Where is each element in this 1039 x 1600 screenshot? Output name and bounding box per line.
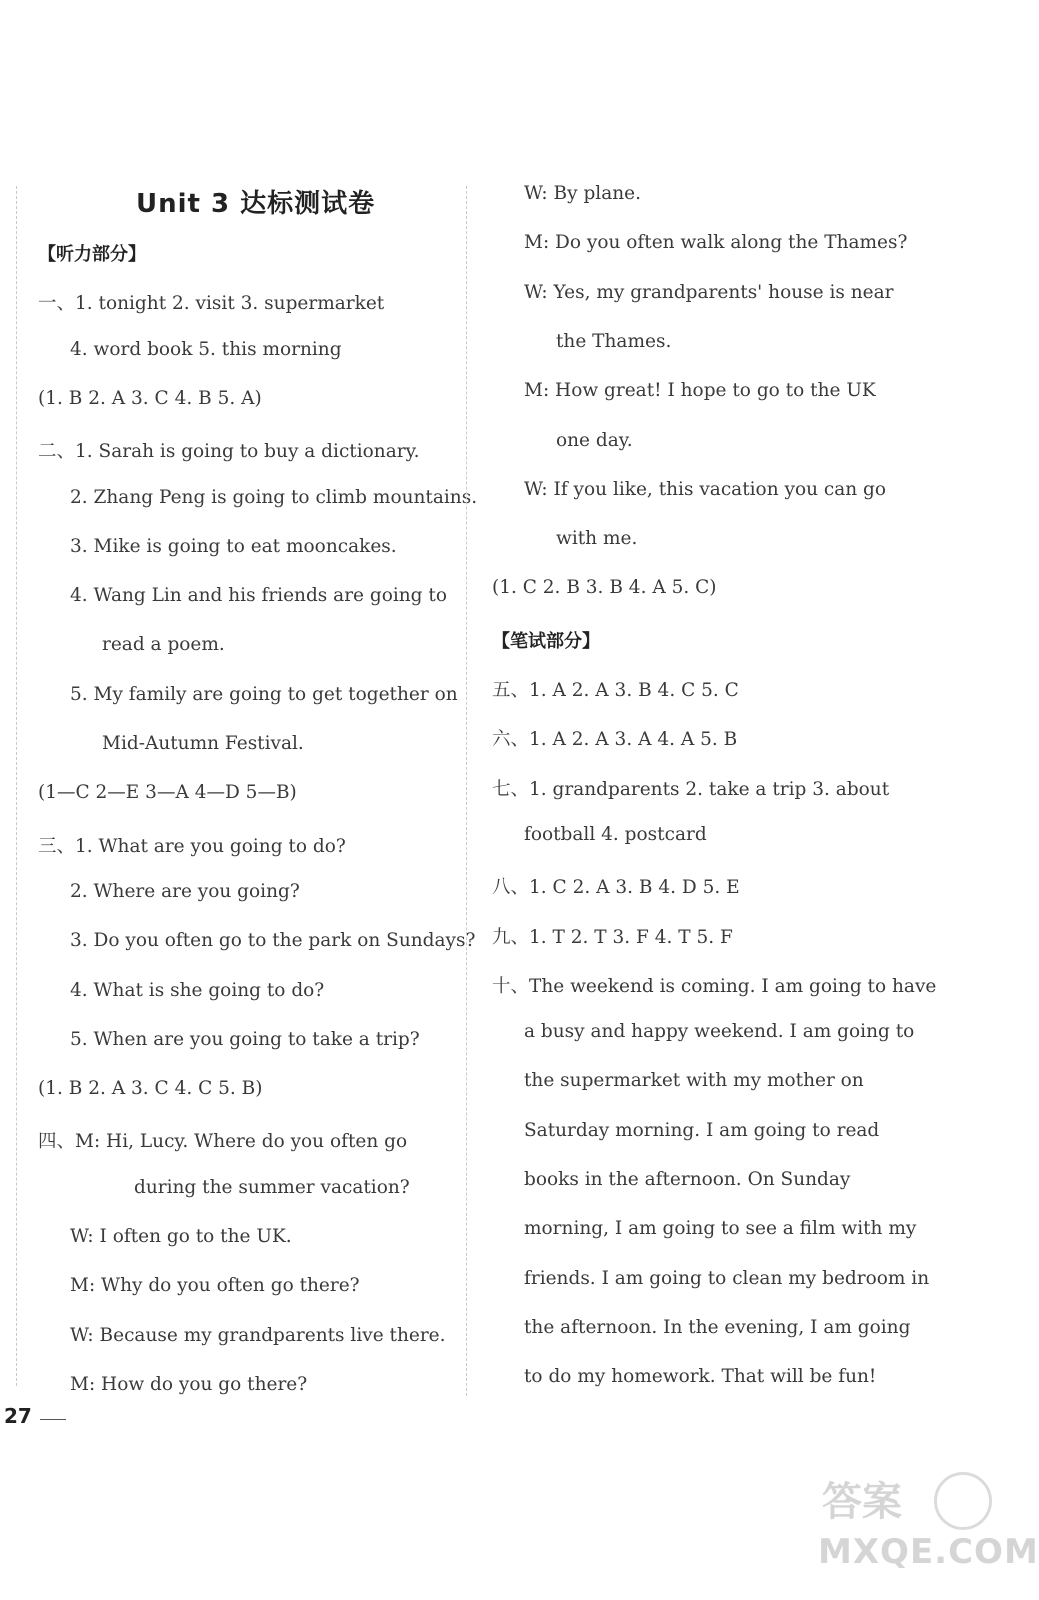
answer-line: (1. B 2. A 3. C 4. C 5. B) xyxy=(38,1078,263,1100)
answer-line: 3. Do you often go to the park on Sundays? xyxy=(70,930,476,952)
answer-line: 四、M: Hi, Lucy. Where do you often go xyxy=(38,1131,408,1153)
answer-line: to do my homework. That will be fun! xyxy=(524,1366,877,1388)
answer-line: (1. B 2. A 3. C 4. B 5. A) xyxy=(38,387,262,409)
answer-line: M: Why do you often go there? xyxy=(70,1275,360,1297)
answer-line: M: How do you go there? xyxy=(70,1373,308,1395)
section-heading: 【笔试部分】 xyxy=(492,630,600,652)
answer-line: football 4. postcard xyxy=(524,823,707,845)
answer-line: 3. Mike is going to eat mooncakes. xyxy=(70,535,397,557)
watermark-circle-icon xyxy=(934,1472,992,1530)
answer-line: read a poem. xyxy=(102,634,225,656)
answer-line: friends. I am going to clean my bedroom in xyxy=(524,1267,930,1289)
answer-line: W: Because my grandparents live there. xyxy=(70,1324,446,1346)
answer-line: a busy and happy weekend. I am going to xyxy=(524,1021,915,1043)
answer-line: 九、1. T 2. T 3. F 4. T 5. F xyxy=(492,926,733,948)
answer-line: 4. word book 5. this morning xyxy=(70,338,342,360)
answer-line: during the summer vacation? xyxy=(134,1176,410,1198)
answer-line: (1. C 2. B 3. B 4. A 5. C) xyxy=(492,577,717,599)
answer-line: M: Do you often walk along the Thames? xyxy=(524,232,908,254)
answer-line: 2. Zhang Peng is going to climb mountains. xyxy=(70,486,478,508)
answer-line: 三、1. What are you going to do? xyxy=(38,835,346,857)
page-title: Unit 3 达标测试卷 xyxy=(136,189,376,219)
answer-line: the Thames. xyxy=(556,330,672,352)
answer-line: 二、1. Sarah is going to buy a dictionary. xyxy=(38,441,420,463)
answer-line: Saturday morning. I am going to read xyxy=(524,1119,880,1141)
answer-line: morning, I am going to see a film with my xyxy=(524,1218,917,1240)
answer-line: (1—C 2—E 3—A 4—D 5—B) xyxy=(38,782,297,804)
answer-line: one day. xyxy=(556,429,633,451)
answer-line: with me. xyxy=(556,528,638,550)
answer-line: 5. My family are going to get together on xyxy=(70,683,458,705)
answer-line: W: Yes, my grandparents' house is near xyxy=(524,281,894,303)
page-number-rule xyxy=(40,1419,66,1420)
answer-line: 六、1. A 2. A 3. A 4. A 5. B xyxy=(492,729,738,751)
watermark-logo xyxy=(818,1470,1039,1590)
answer-line: W: If you like, this vacation you can go xyxy=(524,478,887,500)
answer-line: W: I often go to the UK. xyxy=(70,1226,292,1247)
answer-line: 十、The weekend is coming. I am going to have xyxy=(492,975,937,997)
answer-line: books in the afternoon. On Sunday xyxy=(524,1169,851,1190)
page-number: 27 xyxy=(4,1404,32,1428)
watermark-top-text: 答案 xyxy=(822,1479,902,1525)
answer-line: Mid-Autumn Festival. xyxy=(102,733,304,754)
answer-line: 4. What is she going to do? xyxy=(70,979,325,1001)
answer-line: the supermarket with my mother on xyxy=(524,1070,864,1092)
answer-line: 2. Where are you going? xyxy=(70,880,300,902)
answer-line: W: By plane. xyxy=(524,183,641,204)
left-margin-line xyxy=(16,186,17,1386)
answer-line: 五、1. A 2. A 3. B 4. C 5. C xyxy=(492,680,739,701)
answer-line: 4. Wang Lin and his friends are going to xyxy=(70,585,447,607)
answer-line: the afternoon. In the evening, I am going xyxy=(524,1316,911,1338)
answer-line: 5. When are you going to take a trip? xyxy=(70,1028,420,1050)
column-divider xyxy=(466,186,467,1396)
answer-line: 七、1. grandparents 2. take a trip 3. about xyxy=(492,778,890,800)
answer-line: 一、1. tonight 2. visit 3. supermarket xyxy=(38,293,385,315)
answer-line: M: How great! I hope to go to the UK xyxy=(524,380,876,402)
section-heading: 【听力部分】 xyxy=(38,244,146,265)
answer-line: 八、1. C 2. A 3. B 4. D 5. E xyxy=(492,877,740,899)
watermark-bottom-text: MXQE.COM xyxy=(818,1532,1039,1572)
